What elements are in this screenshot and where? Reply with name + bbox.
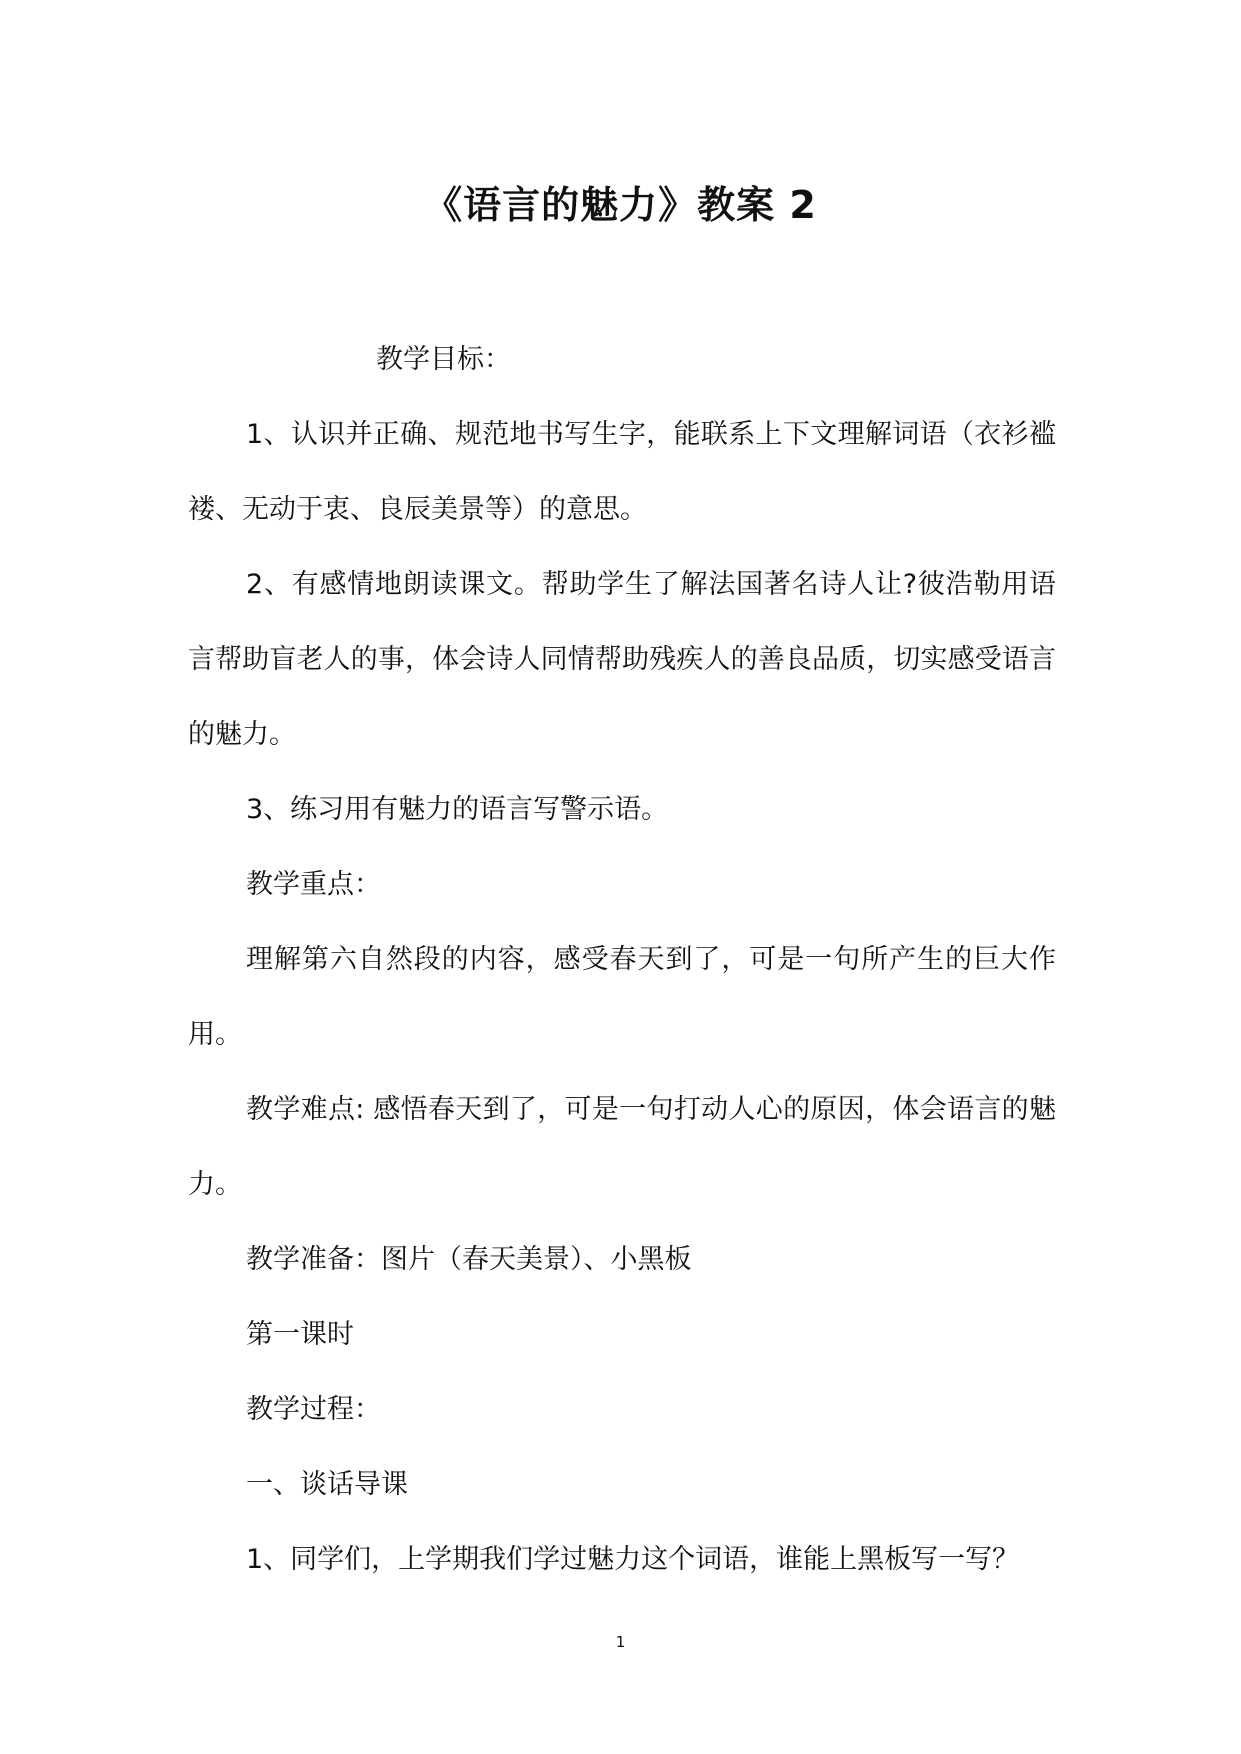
paragraph-goal-1: 1、认识并正确、规范地书写生字，能联系上下文理解词语（衣衫褴褛、无动于衷、良辰美景等）的意思。 [188,419,1056,525]
page-number: 1 [615,1633,626,1651]
document-title: 《语言的魅力》教案 2 [424,183,817,228]
paragraph-teaching-preparation: 教学准备：图片（春天美景）、小黑板 [246,1244,692,1275]
paragraph-goal-3: 3、练习用有魅力的语言写警示语。 [246,794,669,825]
paragraph-goal-2: 2、有感情地朗读课文。帮助学生了解法国著名诗人让?彼浩勒用语言帮助盲老人的事，体会诗人同情帮助残疾人的善良品质，切实感受语言的魅力。 [188,569,1056,750]
paragraph-question-1: 1、同学们，上学期我们学过魅力这个词语，谁能上黑板写一写？ [246,1544,1020,1575]
paragraph-key-points-heading: 教学重点： [246,869,381,900]
paragraph-key-points: 理解第六自然段的内容，感受春天到了，可是一句所产生的巨大作用。 [188,944,1056,1050]
paragraph-section-heading: 一、谈话导课 [246,1469,408,1500]
paragraph-first-lesson: 第一课时 [246,1319,354,1350]
paragraph-teaching-goals-heading: 教学目标： [376,344,511,375]
document-body [188,322,1056,1597]
paragraph-teaching-process-heading: 教学过程： [246,1394,381,1425]
paragraph-difficult-points: 教学难点: 感悟春天到了，可是一句打动人心的原因，体会语言的魅力。 [188,1094,1056,1200]
